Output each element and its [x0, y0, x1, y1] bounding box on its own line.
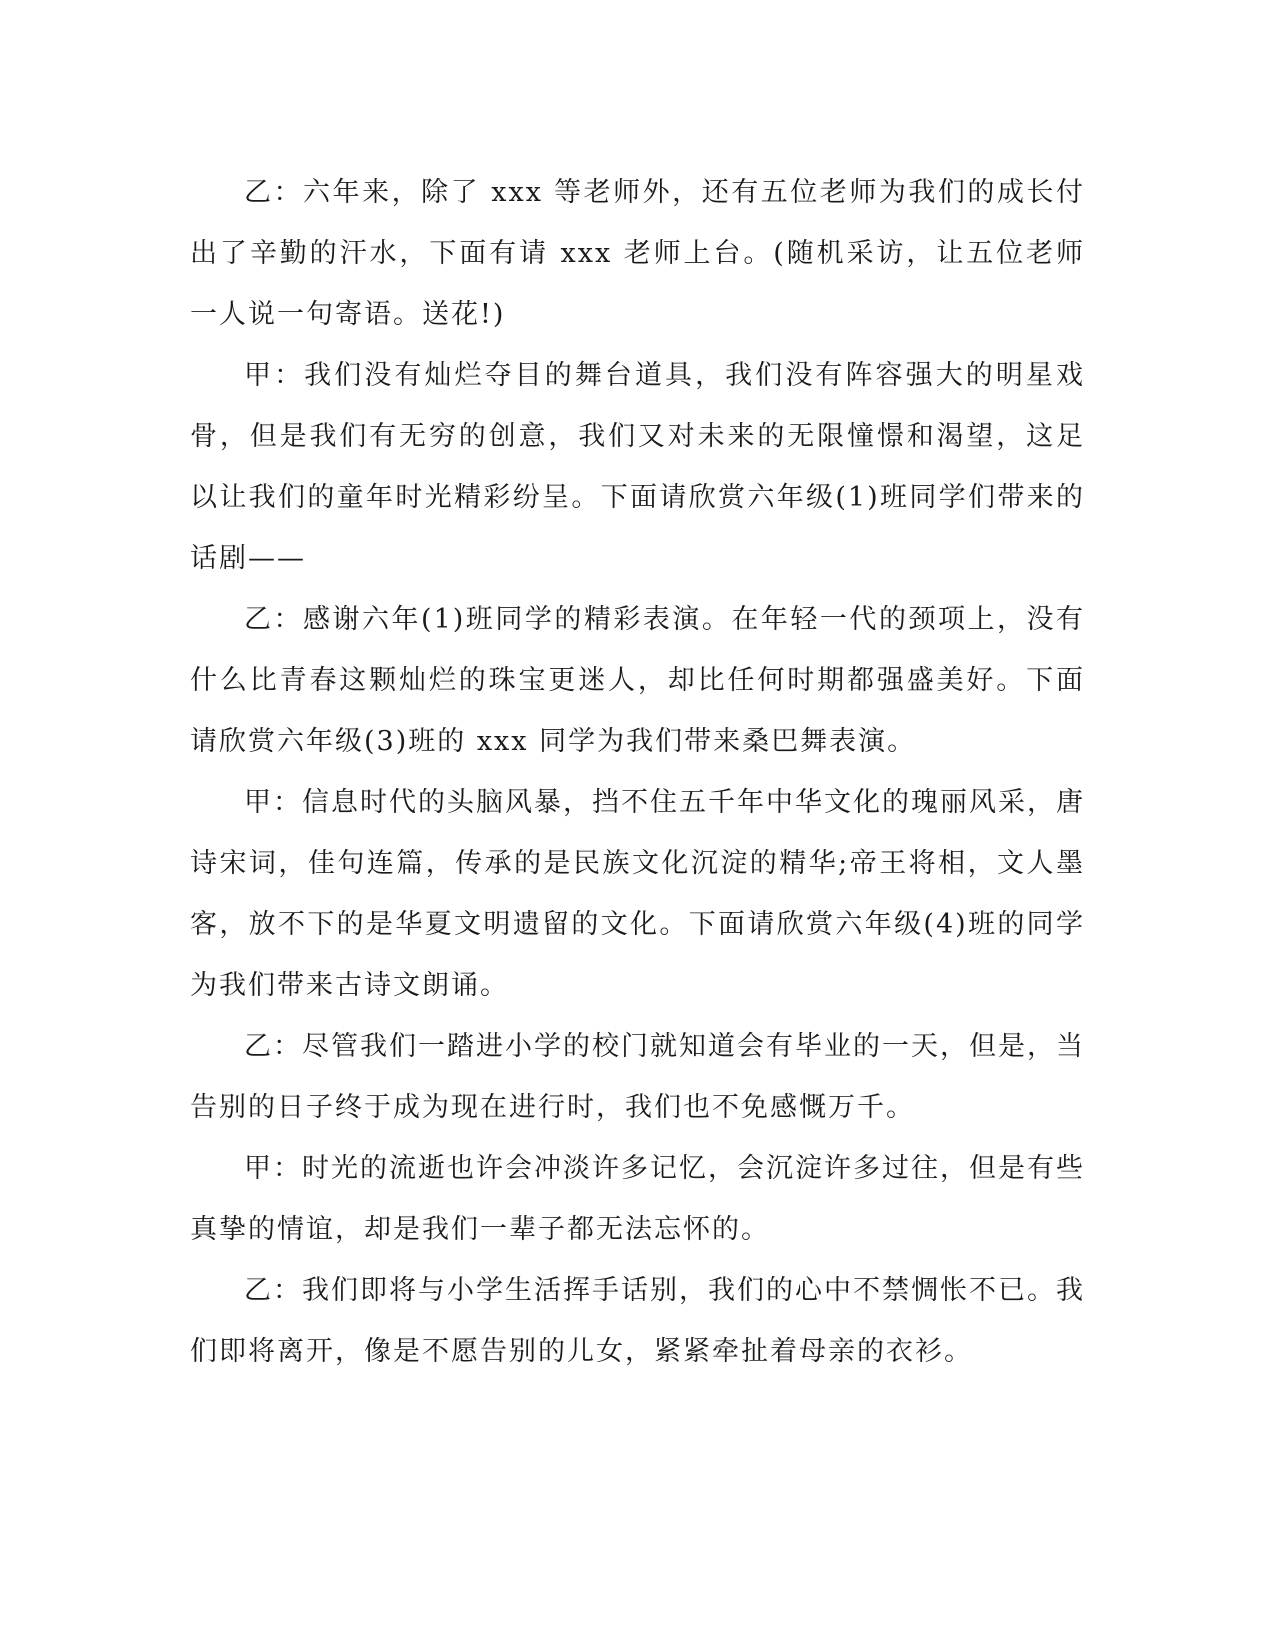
- paragraph-host-a-memories: 甲：时光的流逝也许会冲淡许多记忆，会沉淀许多过往，但是有些真挚的情谊，却是我们一辈子都无法忘怀的。: [190, 1153, 1085, 1245]
- document-body: [190, 162, 1085, 1382]
- paragraph-host-b-samba: 乙：感谢六年(1)班同学的精彩表演。在年轻一代的颈项上，没有什么比青春这颗灿烂的珠宝更迷人，却比任何时期都强盛美好。下面请欣赏六年级(3)班的 xxx 同学为我们带来桑巴舞表演。: [190, 604, 1085, 757]
- paragraph-host-b-farewell: 乙：尽管我们一踏进小学的校门就知道会有毕业的一天，但是，当告别的日子终于成为现在进行时，我们也不免感慨万千。: [190, 1031, 1085, 1123]
- paragraph-host-b-leaving: 乙：我们即将与小学生活挥手话别，我们的心中不禁惆怅不已。我们即将离开，像是不愿告别的儿女，紧紧牵扯着母亲的衣衫。: [190, 1275, 1085, 1367]
- paragraph-host-a-poetry: 甲：信息时代的头脑风暴，挡不住五千年中华文化的瑰丽风采，唐诗宋词，佳句连篇，传承的是民族文化沉淀的精华;帝王将相，文人墨客，放不下的是华夏文明遗留的文化。下面请欣赏六年级(4)班的同学为我们带来古诗文朗诵。: [190, 787, 1085, 1001]
- paragraph-host-b-teachers: 乙：六年来，除了 xxx 等老师外，还有五位老师为我们的成长付出了辛勤的汗水，下面有请 xxx 老师上台。(随机采访，让五位老师一人说一句寄语。送花!): [190, 177, 1085, 330]
- paragraph-host-a-drama: 甲：我们没有灿烂夺目的舞台道具，我们没有阵容强大的明星戏骨，但是我们有无穷的创意，我们又对未来的无限憧憬和渴望，这足以让我们的童年时光精彩纷呈。下面请欣赏六年级(1)班同学们带来的话剧——: [190, 360, 1085, 574]
